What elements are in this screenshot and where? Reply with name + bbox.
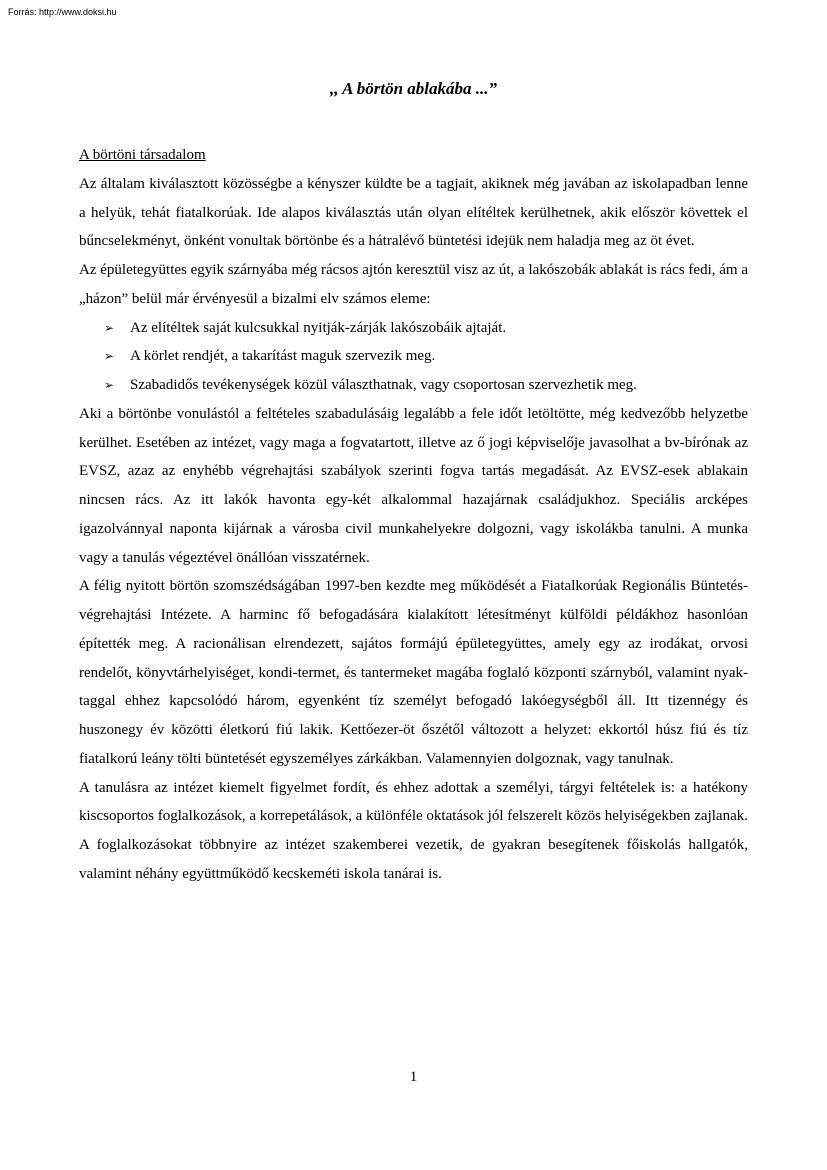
paragraph: Az általam kiválasztott közösségbe a kényszer küldte be a tagjait, akiknek még javában az iskolapadban lenne a helyük, tehát fiatalkorúak. Ide alapos kiválasztás után olyan elítéltek kerülhetnek, akik először követtek el bűncselekményt, önként vonultak börtönbe és a hátralévő büntetési idejük nem haladja meg az öt évet. bbox=[79, 175, 748, 250]
bullet-list bbox=[79, 314, 748, 400]
list-item bbox=[79, 342, 748, 371]
paragraph: Az épületegyüttes egyik szárnyába még rácsos ajtón keresztül visz az út, a lakószobák ablakát is rács fedi, ám a „házon” belül már érvényesül a bizalmi elv számos eleme: bbox=[79, 262, 748, 307]
list-item-text: Szabadidős tevékenységek közül választhatnak, vagy csoportosan szervezhetik meg. bbox=[130, 377, 637, 393]
arrow-bullet-icon: ➢ bbox=[104, 378, 115, 392]
paragraph: Aki a börtönbe vonulástól a feltételes szabadulásáig legalább a fele időt letöltötte, még kedvezőbb helyzetbe kerülhet. Esetében az intézet, vagy maga a fogvatartott, illetve az ő jogi képviselője javasolhat a bv-bírónak az EVSZ, azaz az enyhébb végrehajtási szabályok szerinti fogva tartás megadását. Az EVSZ-esek ablakain nincsen rács. Az itt lakók havonta egy-két alkalommal hazajárnak családjukhoz. Speciális arcképes igazolvánnyal naponta kijárnak a városba civil munkahelyekre dolgozni, vagy iskolákba tanulni. A munka vagy a tanulás végeztével önállóan visszatérnek. bbox=[79, 405, 748, 566]
list-item-text: Az elítéltek saját kulcsukkal nyitják-zárják lakószobáik ajtaját. bbox=[130, 319, 507, 336]
list-item bbox=[79, 371, 748, 400]
list-item-text: A körlet rendjét, a takarítást maguk szervezik meg. bbox=[130, 348, 436, 365]
section-heading: A börtöni társadalom bbox=[79, 147, 206, 163]
source-watermark: Forrás: http://www.doksi.hu bbox=[8, 7, 117, 17]
arrow-bullet-icon: ➢ bbox=[104, 349, 115, 364]
arrow-bullet-icon: ➢ bbox=[104, 320, 115, 335]
list-item bbox=[79, 314, 748, 343]
paragraph: A félig nyitott börtön szomszédságában 1997-ben kezdte meg működését a Fiatalkorúak Regionális Büntetés-végrehajtási Intézete. A harminc fő befogadására kialakított létesítményt külföldi példákhoz hasonlóan építették meg. A racionálisan elrendezett, sajátos formájú épületegyüttes, amely egy az irodákat, orvosi rendelőt, könyvtárhelyiséget, kondi-termet, és tantermeket magába foglaló központi szárnyból, valamint nyak-taggal ehhez kapcsolódó három, egyenként tíz személyt befogadó lakóegységből áll. Itt tizennégy és huszonegy év közötti életkorú fiú lakik. Kettőezer-öt őszétől változott a helyzet: ekkortól húsz fiú és tíz fiatalkorú leány tölti büntetését egyszemélyes zárkákban. Valamennyien dolgoznak, vagy tanulnak. bbox=[79, 578, 748, 767]
document-title: ,, A börtön ablakába ...” bbox=[329, 79, 498, 98]
paragraph: A tanulásra az intézet kiemelt figyelmet fordít, és ehhez adottak a személyi, tárgyi feltételek is: a hatékony kiscsoportos foglalkozások, a korrepetálások, a különféle oktatások jól felszerelt közös helyiségekben zajlanak. A foglalkozásokat többnyire az intézet szakemberei vezetik, de gyakran besegítenek főiskolás hallgatók, valamint néhány együttműködő kecskeméti iskola tanárai is. bbox=[79, 779, 748, 882]
document-body bbox=[79, 141, 748, 889]
page-number: 1 bbox=[409, 1069, 418, 1085]
